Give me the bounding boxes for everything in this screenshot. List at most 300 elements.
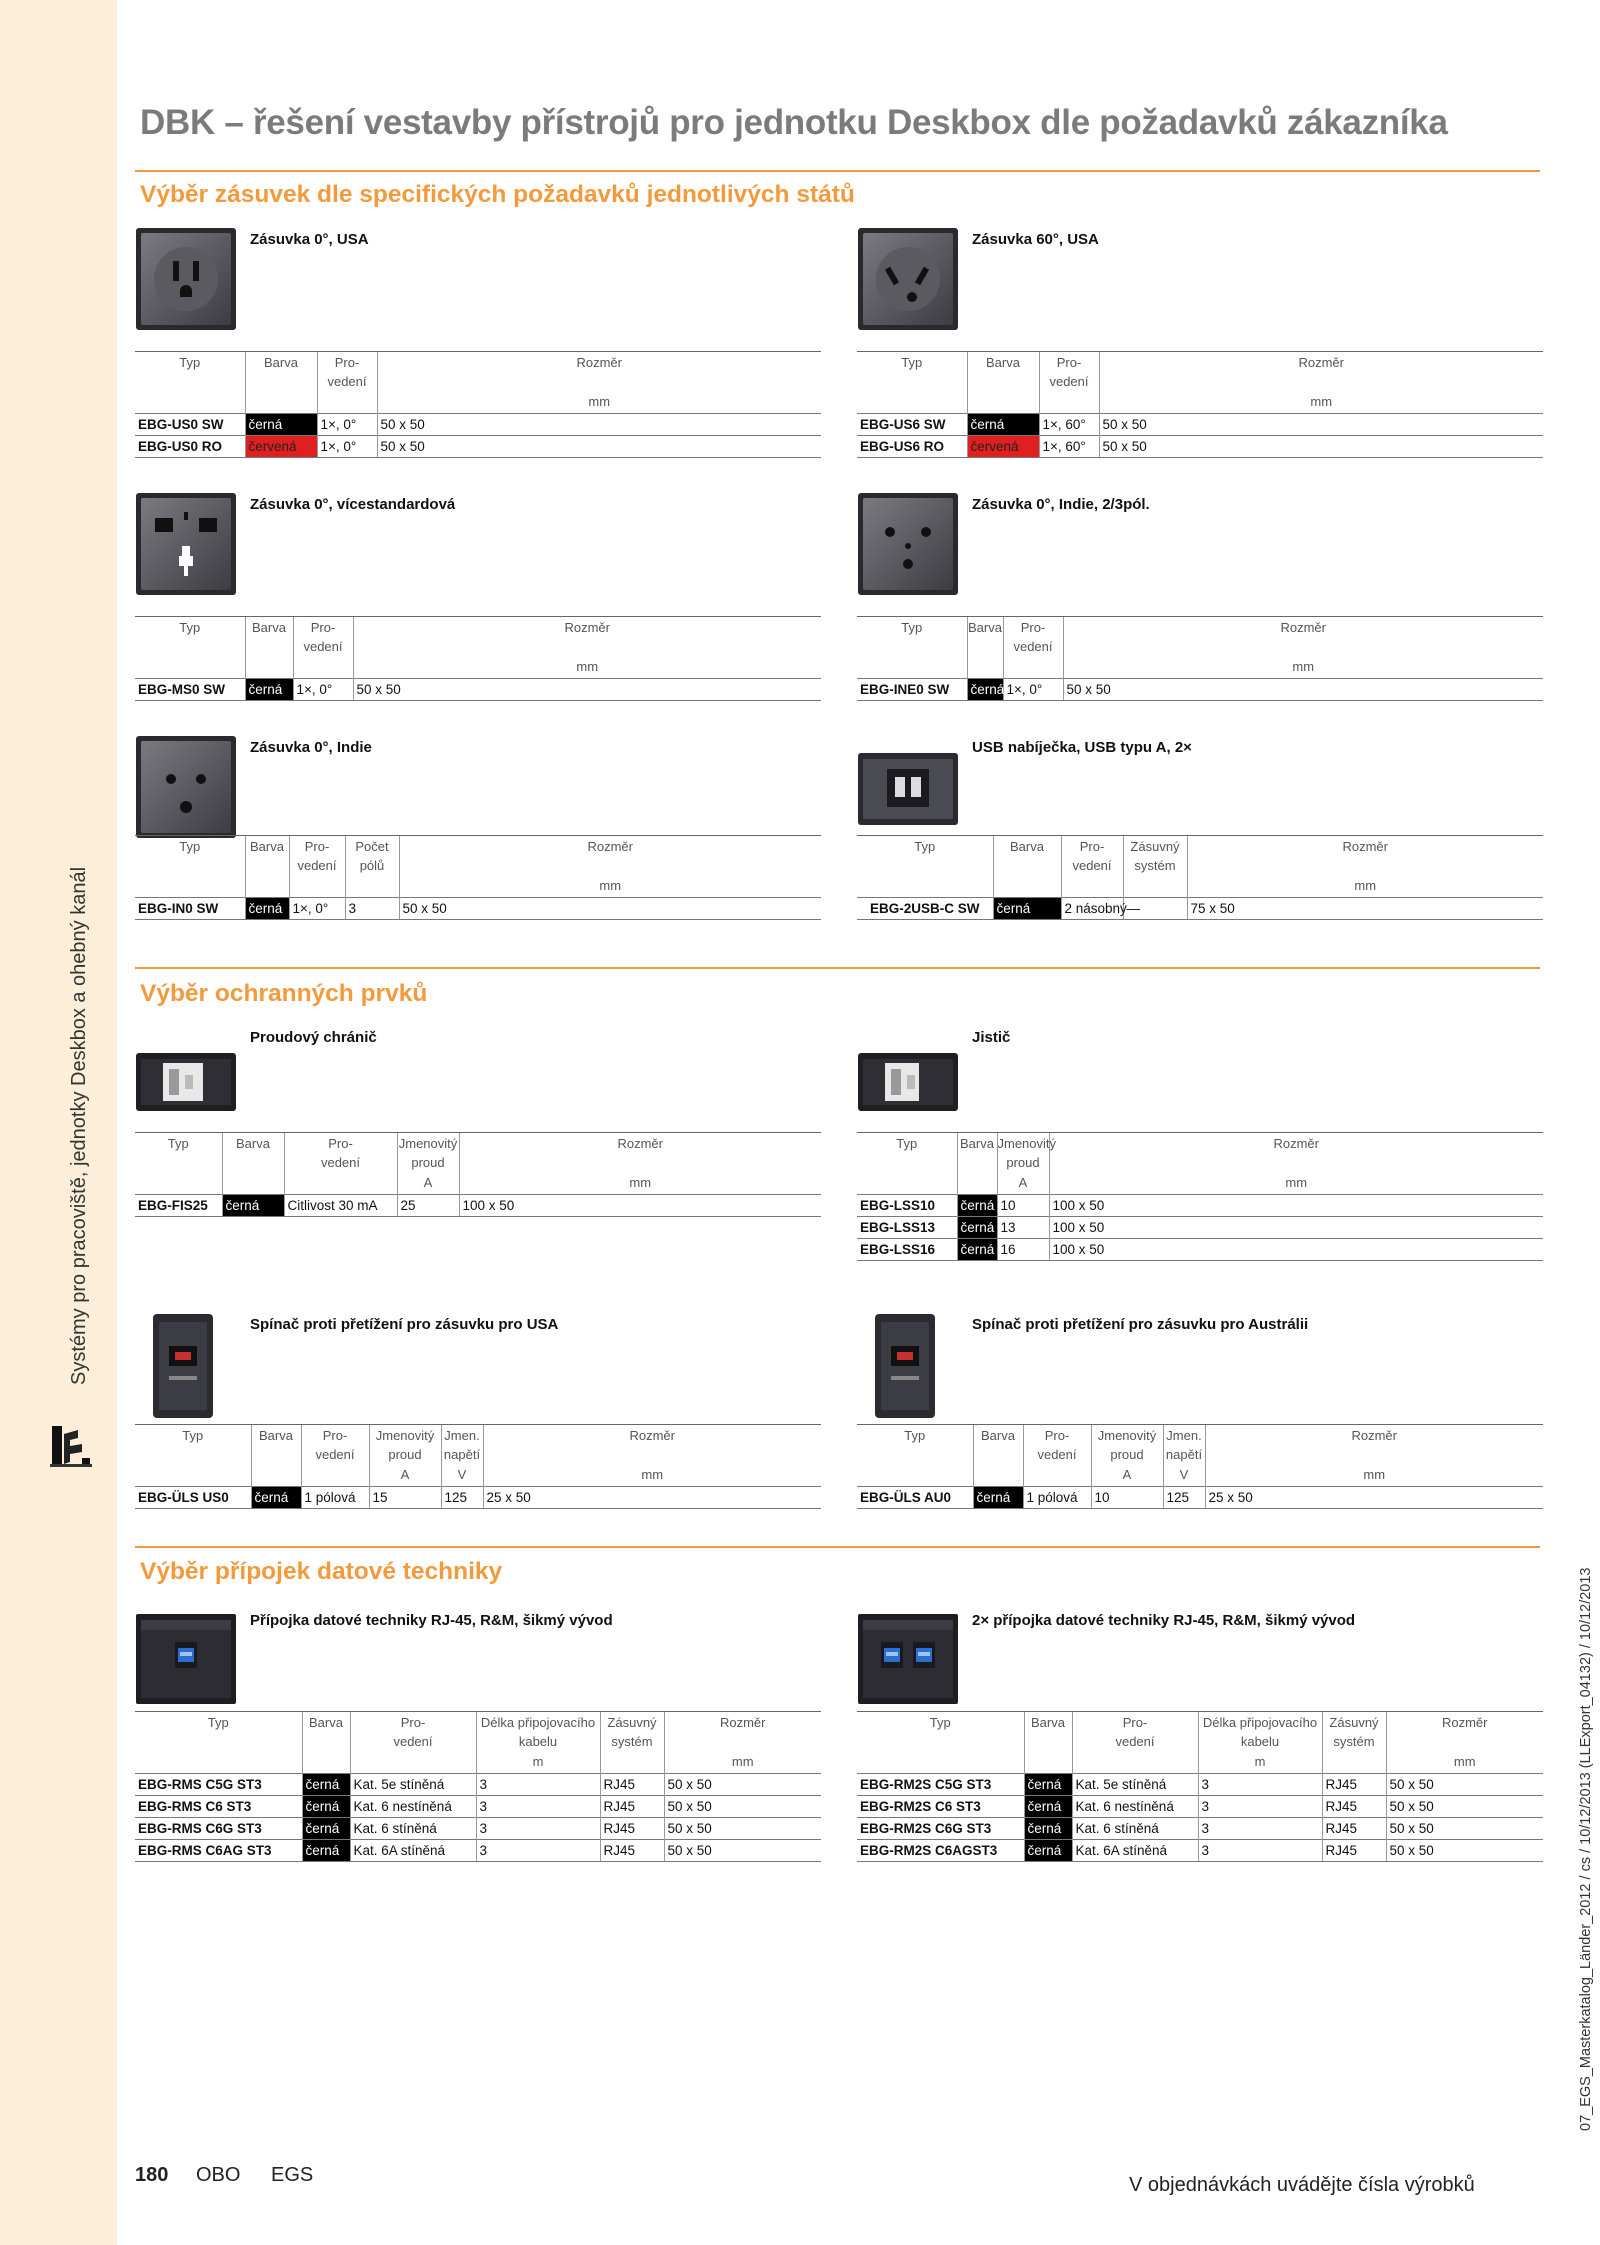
unit-cell — [967, 656, 1003, 679]
unit-cell — [1322, 1751, 1386, 1774]
socket-usa-60-icon — [857, 227, 959, 336]
column-header: Rozměr — [1049, 1133, 1543, 1173]
article-number: EBG-US0 RO — [135, 436, 245, 458]
overload-switch-icon — [857, 1312, 959, 1425]
article-number: EBG-ÜLS US0 — [135, 1487, 251, 1509]
spec-cell: 1×, 60° — [1039, 436, 1099, 458]
spec-cell: 1×, 0° — [293, 679, 353, 701]
spec-cell: RJ45 — [1322, 1796, 1386, 1818]
column-header: Pro- vedení — [284, 1133, 397, 1173]
spec-cell: RJ45 — [600, 1796, 664, 1818]
product-title: Spínač proti přetížení pro zásuvku pro Austrálii — [972, 1316, 1309, 1333]
spec-cell: 1 pólová — [301, 1487, 369, 1509]
article-number: EBG-MS0 SW — [135, 679, 245, 701]
column-header: Typ — [857, 1712, 1024, 1752]
unit-cell: mm — [353, 656, 821, 679]
column-header: Barva — [973, 1425, 1023, 1465]
product-title: USB nabíječka, USB typu A, 2× — [972, 739, 1192, 756]
unit-cell: V — [1163, 1464, 1205, 1487]
spec-cell: 3 — [476, 1796, 600, 1818]
unit-cell — [245, 656, 293, 679]
article-number: EBG-RMS C6AG ST3 — [135, 1840, 302, 1862]
spec-cell: 1×, 0° — [317, 414, 377, 436]
spec-cell: Kat. 5e stíněná — [350, 1774, 476, 1796]
spec-cell: 16 — [997, 1239, 1049, 1261]
spec-table — [135, 1424, 821, 1509]
spec-cell: 100 x 50 — [1049, 1239, 1543, 1261]
unit-cell — [251, 1464, 301, 1487]
unit-cell: mm — [1205, 1464, 1543, 1487]
spec-cell: 50 x 50 — [377, 436, 821, 458]
brand-name: OBO — [196, 2164, 241, 2186]
unit-cell — [350, 1751, 476, 1774]
column-header: Barva — [245, 352, 317, 392]
unit-cell — [289, 875, 345, 898]
article-number: EBG-US0 SW — [135, 414, 245, 436]
article-number: EBG-ÜLS AU0 — [857, 1487, 973, 1509]
product-block — [857, 735, 1543, 1035]
column-header: Délka připojovacího kabelu — [476, 1712, 600, 1752]
unit-cell — [973, 1464, 1023, 1487]
spec-table — [857, 1132, 1543, 1261]
table-row — [857, 1818, 1543, 1840]
spec-cell: 50 x 50 — [1063, 679, 1543, 701]
unit-cell: mm — [1386, 1751, 1543, 1774]
spec-cell: 50 x 50 — [1386, 1840, 1543, 1862]
spec-cell: 25 x 50 — [483, 1487, 821, 1509]
column-header: Zásuvný systém — [1123, 836, 1187, 876]
column-header: Jmenovitý proud — [997, 1133, 1049, 1173]
spec-table — [135, 835, 821, 920]
spec-cell: 125 — [1163, 1487, 1205, 1509]
unit-cell — [857, 875, 993, 898]
column-header: Jmen. napětí — [1163, 1425, 1205, 1465]
table-row — [135, 1487, 821, 1509]
unit-cell — [317, 391, 377, 414]
spec-cell: 3 — [1198, 1840, 1322, 1862]
rcd-breaker-icon — [135, 1045, 237, 1120]
column-header: Rozměr — [377, 352, 821, 392]
column-header: Barva — [245, 836, 289, 876]
article-number: EBG-RMS C5G ST3 — [135, 1774, 302, 1796]
spec-cell: 50 x 50 — [1386, 1774, 1543, 1796]
unit-cell — [135, 656, 245, 679]
spec-cell: 50 x 50 — [1099, 436, 1543, 458]
sidebar-band — [0, 0, 117, 2245]
product-title: 2× přípojka datové techniky RJ-45, R&M, šikmý vývod — [972, 1612, 1356, 1629]
column-header: Pro- vedení — [317, 352, 377, 392]
spec-cell: černá — [1024, 1818, 1072, 1840]
column-header: Rozměr — [664, 1712, 821, 1752]
column-header: Rozměr — [1063, 617, 1543, 657]
spec-cell: Kat. 6 nestíněná — [1072, 1796, 1198, 1818]
unit-cell — [1024, 1751, 1072, 1774]
spec-cell: 1×, 0° — [1003, 679, 1063, 701]
column-header: Barva — [967, 352, 1039, 392]
unit-cell: mm — [459, 1172, 821, 1195]
spec-table — [857, 1424, 1543, 1509]
spec-cell: RJ45 — [600, 1840, 664, 1862]
unit-cell — [1123, 875, 1187, 898]
column-header: Typ — [857, 352, 967, 392]
article-number: EBG-RMS C6G ST3 — [135, 1818, 302, 1840]
unit-cell: mm — [399, 875, 821, 898]
spec-cell: 50 x 50 — [1386, 1818, 1543, 1840]
article-number: EBG-RMS C6 ST3 — [135, 1796, 302, 1818]
unit-cell: m — [476, 1751, 600, 1774]
unit-cell — [857, 391, 967, 414]
spec-cell: černá — [302, 1818, 350, 1840]
column-header: Typ — [135, 1133, 222, 1173]
unit-cell — [1072, 1751, 1198, 1774]
spec-table — [135, 1132, 821, 1217]
spec-cell: 75 x 50 — [1187, 898, 1543, 920]
spec-cell: RJ45 — [1322, 1840, 1386, 1862]
column-header: Typ — [857, 1133, 957, 1173]
unit-cell — [135, 391, 245, 414]
spec-cell: RJ45 — [600, 1774, 664, 1796]
column-header: Rozměr — [1187, 836, 1543, 876]
column-header: Rozměr — [1386, 1712, 1543, 1752]
section-title-protection: Výběr ochranných prvků — [140, 980, 428, 1007]
spec-cell: 2 násobný — [1061, 898, 1123, 920]
column-header: Délka připojovacího kabelu — [1198, 1712, 1322, 1752]
unit-cell: mm — [1063, 656, 1543, 679]
unit-cell — [857, 1751, 1024, 1774]
spec-table — [135, 1711, 821, 1862]
spec-cell: 3 — [1198, 1796, 1322, 1818]
socket-multistandard-icon — [135, 492, 237, 601]
product-block — [135, 1312, 821, 1612]
column-header: Barva — [967, 617, 1003, 657]
spec-cell: Kat. 5e stíněná — [1072, 1774, 1198, 1796]
article-number: EBG-FIS25 — [135, 1195, 222, 1217]
spec-cell: 1×, 0° — [289, 898, 345, 920]
spec-cell: Kat. 6A stíněná — [350, 1840, 476, 1862]
table-row — [135, 1195, 821, 1217]
spec-cell: červená — [967, 436, 1039, 458]
table-row — [857, 898, 1543, 920]
unit-cell — [245, 391, 317, 414]
spec-cell: 50 x 50 — [399, 898, 821, 920]
column-header: Barva — [222, 1133, 284, 1173]
socket-india-icon — [135, 735, 237, 844]
table-row — [135, 679, 821, 701]
unit-cell: A — [369, 1464, 441, 1487]
spec-cell: černá — [993, 898, 1061, 920]
unit-cell: mm — [377, 391, 821, 414]
column-header: Pro- vedení — [350, 1712, 476, 1752]
unit-cell — [857, 1464, 973, 1487]
spec-cell: 3 — [1198, 1774, 1322, 1796]
unit-cell — [293, 656, 353, 679]
column-header: Barva — [245, 617, 293, 657]
product-title: Proudový chránič — [250, 1029, 377, 1046]
spec-cell: 100 x 50 — [1049, 1217, 1543, 1239]
spec-table — [857, 351, 1543, 458]
footer-note: V objednávkách uvádějte čísla výrobků — [1129, 2174, 1475, 2196]
column-header: Počet pólů — [345, 836, 399, 876]
table-row — [135, 1774, 821, 1796]
column-header: Typ — [857, 836, 993, 876]
unit-cell — [301, 1464, 369, 1487]
spec-cell: RJ45 — [1322, 1774, 1386, 1796]
spec-cell: černá — [302, 1796, 350, 1818]
spec-cell: — — [1123, 898, 1187, 920]
unit-cell — [222, 1172, 284, 1195]
article-number: EBG-IN0 SW — [135, 898, 245, 920]
column-header: Pro- vedení — [1061, 836, 1123, 876]
unit-cell — [1061, 875, 1123, 898]
column-header: Barva — [993, 836, 1061, 876]
column-header: Pro- vedení — [1023, 1425, 1091, 1465]
article-number: EBG-US6 RO — [857, 436, 967, 458]
column-header: Barva — [251, 1425, 301, 1465]
column-header: Jmenovitý proud — [397, 1133, 459, 1173]
column-header: Typ — [135, 352, 245, 392]
usb-charger-icon — [857, 749, 959, 834]
spec-table — [857, 835, 1543, 920]
unit-cell — [302, 1751, 350, 1774]
product-block — [857, 227, 1543, 527]
column-header: Pro- vedení — [289, 836, 345, 876]
product-title: Zásuvka 0°, USA — [250, 231, 369, 248]
spec-cell: 1×, 0° — [317, 436, 377, 458]
spec-cell: červená — [245, 436, 317, 458]
article-number: EBG-2USB-C SW — [857, 898, 993, 920]
unit-cell: mm — [1187, 875, 1543, 898]
column-header: Jmenovitý proud — [369, 1425, 441, 1465]
product-title: Přípojka datové techniky RJ-45, R&M, šikmý vývod — [250, 1612, 613, 1629]
spec-cell: 3 — [476, 1840, 600, 1862]
column-header: Jmenovitý proud — [1091, 1425, 1163, 1465]
sidebar-chapter-title: Systémy pro pracoviště, jednotky Deskbox a ohebný kanál — [68, 866, 90, 1385]
spec-table — [857, 616, 1543, 701]
rj45-double-icon — [857, 1608, 959, 1713]
table-row — [857, 436, 1543, 458]
spec-cell: 50 x 50 — [664, 1818, 821, 1840]
unit-cell: mm — [664, 1751, 821, 1774]
spec-cell: Kat. 6 nestíněná — [350, 1796, 476, 1818]
spec-cell: 50 x 50 — [664, 1840, 821, 1862]
socket-usa-icon — [135, 227, 237, 336]
column-header: Typ — [135, 1425, 251, 1465]
unit-cell — [135, 1464, 251, 1487]
product-block — [135, 1025, 821, 1325]
spec-cell: 50 x 50 — [664, 1796, 821, 1818]
column-header: Zásuvný systém — [1322, 1712, 1386, 1752]
table-row — [135, 1818, 821, 1840]
spec-cell: 50 x 50 — [1099, 414, 1543, 436]
table-row — [135, 436, 821, 458]
spec-cell: 3 — [476, 1774, 600, 1796]
article-number: EBG-US6 SW — [857, 414, 967, 436]
unit-cell — [245, 875, 289, 898]
product-block — [857, 1025, 1543, 1325]
column-header: Barva — [302, 1712, 350, 1752]
unit-cell — [345, 875, 399, 898]
spec-cell: černá — [957, 1239, 997, 1261]
spec-cell: černá — [1024, 1774, 1072, 1796]
spec-cell: černá — [967, 679, 1003, 701]
spec-table — [857, 1711, 1543, 1862]
column-header: Barva — [957, 1133, 997, 1173]
unit-cell — [600, 1751, 664, 1774]
spec-cell: 50 x 50 — [664, 1774, 821, 1796]
column-header: Typ — [135, 1712, 302, 1752]
page-number: 180 — [135, 2164, 169, 2186]
article-number: EBG-LSS13 — [857, 1217, 957, 1239]
unit-cell: m — [1198, 1751, 1322, 1774]
unit-cell — [1023, 1464, 1091, 1487]
spec-cell: 1×, 60° — [1039, 414, 1099, 436]
table-row — [857, 679, 1543, 701]
spec-cell: černá — [957, 1195, 997, 1217]
spec-cell: 50 x 50 — [353, 679, 821, 701]
table-row — [857, 1195, 1543, 1217]
spec-cell: 10 — [1091, 1487, 1163, 1509]
column-header: Barva — [1024, 1712, 1072, 1752]
spec-cell: černá — [245, 414, 317, 436]
column-header: Rozměr — [399, 836, 821, 876]
unit-cell — [993, 875, 1061, 898]
table-row — [857, 1774, 1543, 1796]
article-number: EBG-RM2S C6 ST3 — [857, 1796, 1024, 1818]
table-row — [857, 414, 1543, 436]
circuit-breaker-icon — [857, 1045, 959, 1120]
spec-cell: Citlivost 30 mA — [284, 1195, 397, 1217]
spec-cell: černá — [222, 1195, 284, 1217]
spec-cell: 15 — [369, 1487, 441, 1509]
spec-cell: černá — [245, 679, 293, 701]
unit-cell: mm — [1099, 391, 1543, 414]
column-header: Rozměr — [1099, 352, 1543, 392]
socket-india-3pin-icon — [857, 492, 959, 601]
table-row — [135, 1796, 821, 1818]
column-header: Pro- vedení — [293, 617, 353, 657]
product-title: Zásuvka 0°, vícestandardová — [250, 496, 456, 513]
unit-cell — [957, 1172, 997, 1195]
spec-cell: 100 x 50 — [459, 1195, 821, 1217]
section-title-data: Výběr přípojek datové techniky — [140, 1558, 503, 1585]
spec-table — [135, 616, 821, 701]
unit-cell: V — [441, 1464, 483, 1487]
spec-cell: 3 — [1198, 1818, 1322, 1840]
spec-cell: 100 x 50 — [1049, 1195, 1543, 1217]
column-header: Pro- vedení — [1003, 617, 1063, 657]
unit-cell: mm — [1049, 1172, 1543, 1195]
spec-cell: černá — [302, 1840, 350, 1862]
column-header: Rozměr — [1205, 1425, 1543, 1465]
title-rule — [135, 170, 1540, 172]
table-row — [135, 1840, 821, 1862]
unit-cell — [135, 1751, 302, 1774]
table-row — [857, 1239, 1543, 1261]
article-number: EBG-INE0 SW — [857, 679, 967, 701]
article-number: EBG-LSS10 — [857, 1195, 957, 1217]
column-header: Typ — [857, 617, 967, 657]
product-title: Spínač proti přetížení pro zásuvku pro USA — [250, 1316, 559, 1333]
spec-cell: černá — [957, 1217, 997, 1239]
spec-cell: černá — [967, 414, 1039, 436]
spec-cell: 125 — [441, 1487, 483, 1509]
unit-cell: A — [397, 1172, 459, 1195]
unit-cell — [135, 875, 245, 898]
spec-cell: černá — [973, 1487, 1023, 1509]
spec-cell: 50 x 50 — [1386, 1796, 1543, 1818]
unit-cell — [135, 1172, 222, 1195]
table-row — [857, 1487, 1543, 1509]
column-header: Rozměr — [483, 1425, 821, 1465]
product-title: Jistič — [972, 1029, 1011, 1046]
section-code: EGS — [271, 2164, 314, 2186]
page-title: DBK – řešení vestavby přístrojů pro jednotku Deskbox dle požadavků zákazníka — [140, 103, 1448, 142]
table-row — [135, 414, 821, 436]
unit-cell — [857, 1172, 957, 1195]
spec-cell: 3 — [476, 1818, 600, 1840]
spec-cell: černá — [251, 1487, 301, 1509]
table-row — [135, 898, 821, 920]
spec-cell: 10 — [997, 1195, 1049, 1217]
spec-cell: Kat. 6A stíněná — [1072, 1840, 1198, 1862]
rj45-single-icon — [135, 1608, 237, 1713]
table-row — [857, 1217, 1543, 1239]
spec-cell: černá — [302, 1774, 350, 1796]
overload-switch-icon — [135, 1312, 237, 1425]
spec-cell: Kat. 6 stíněná — [350, 1818, 476, 1840]
column-header: Jmen. napětí — [441, 1425, 483, 1465]
spec-cell: 25 x 50 — [1205, 1487, 1543, 1509]
unit-cell: mm — [483, 1464, 821, 1487]
product-block — [857, 1312, 1543, 1612]
spec-table — [135, 351, 821, 458]
spec-cell: 25 — [397, 1195, 459, 1217]
unit-cell: A — [997, 1172, 1049, 1195]
column-header: Pro- vedení — [1072, 1712, 1198, 1752]
section-title-sockets: Výběr zásuvek dle specifických požadavků jednotlivých států — [140, 181, 855, 208]
deskbox-logo-icon — [48, 1420, 94, 1470]
spec-cell: 13 — [997, 1217, 1049, 1239]
column-header: Pro- vedení — [301, 1425, 369, 1465]
column-header: Typ — [135, 617, 245, 657]
column-header: Typ — [857, 1425, 973, 1465]
product-block — [857, 1608, 1543, 1908]
unit-cell — [1039, 391, 1099, 414]
spec-cell: Kat. 6 stíněná — [1072, 1818, 1198, 1840]
table-row — [857, 1840, 1543, 1862]
spec-cell: černá — [1024, 1796, 1072, 1818]
column-header: Pro- vedení — [1039, 352, 1099, 392]
spec-cell: RJ45 — [600, 1818, 664, 1840]
product-title: Zásuvka 0°, Indie — [250, 739, 372, 756]
product-title: Zásuvka 0°, Indie, 2/3pól. — [972, 496, 1150, 513]
unit-cell — [1003, 656, 1063, 679]
product-block — [135, 735, 821, 1035]
unit-cell — [857, 656, 967, 679]
column-header: Rozměr — [459, 1133, 821, 1173]
document-meta: 07_EGS_Masterkatalog_Länder_2012 / cs / 10/12/2013 (LLExport_04132) / 10/12/2013 — [1578, 1567, 1594, 2131]
spec-cell: RJ45 — [1322, 1818, 1386, 1840]
table-row — [857, 1796, 1543, 1818]
column-header: Zásuvný systém — [600, 1712, 664, 1752]
spec-cell: 50 x 50 — [377, 414, 821, 436]
product-block — [135, 227, 821, 527]
spec-cell: černá — [245, 898, 289, 920]
spec-cell: 3 — [345, 898, 399, 920]
article-number: EBG-LSS16 — [857, 1239, 957, 1261]
article-number: EBG-RM2S C6G ST3 — [857, 1818, 1024, 1840]
unit-cell — [967, 391, 1039, 414]
